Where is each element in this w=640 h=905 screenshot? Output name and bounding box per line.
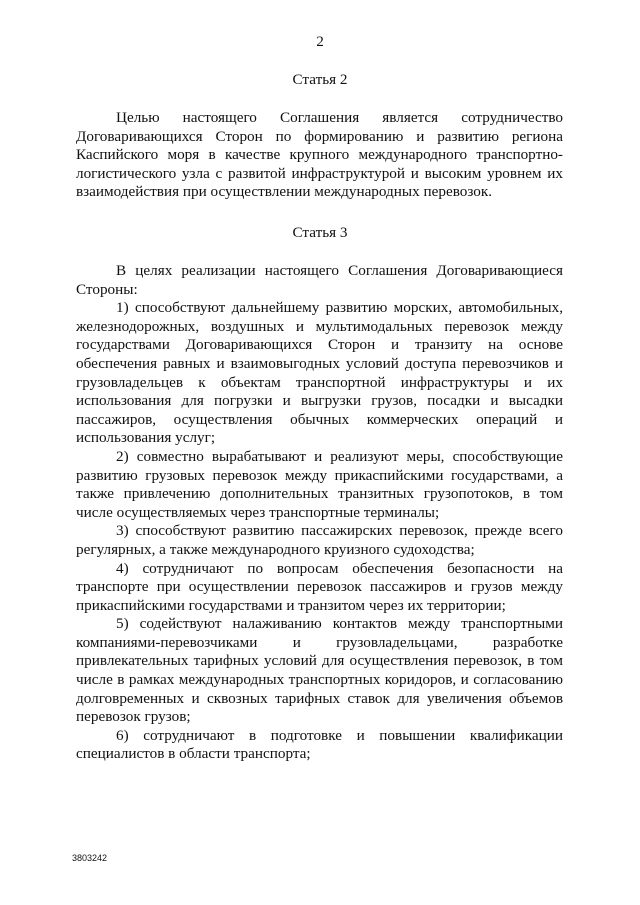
article-3-item-5: 5) содействуют налаживанию контактов между транспортными компаниями-перевозчиками и грузовладельцами, разработке привлекательных тарифных условий для осуществления перевозок, в том числе в рамках международных транспортных коридоров, и согласованию долговременных и сквозных тарифных ставок для увеличения объемов перевозок грузов; [76, 615, 563, 726]
article-3-item-1: 1) способствуют дальнейшему развитию морских, автомобильных, железнодорожных, воздушных и мультимодальных перевозок между государствами Договаривающихся Сторон и транзиту на основе обеспечения равных и взаимовыгодных условий доступа перевозчиков и грузовладельцев к объектам транспортной инфраструктуры и их использования для погрузки и выгрузки грузов, посадки и высадки пассажиров, осуществления обычных коммерческих операций и использования услуг; [76, 299, 563, 447]
article-3-item-4: 4) сотрудничают по вопросам обеспечения безопасности на транспорте при осуществлении перевозок пассажиров и грузов между прикаспийскими государствами и транзитом через их территории; [76, 559, 563, 614]
article-3-title: Статья 3 [292, 224, 348, 241]
article-3-item-2: 2) совместно вырабатывают и реализуют меры, способствующие развитию грузовых перевозок между прикаспийскими государствами, а также привлечению дополнительных транзитных грузопотоков, в том числе осуществляемых через транспортные терминалы; [76, 447, 563, 521]
document-code: 3803242 [72, 853, 108, 863]
page-number: 2 [316, 33, 324, 50]
article-3-body [76, 262, 563, 764]
article-2-title: Статья 2 [292, 71, 348, 88]
article-3-intro: В целях реализации настоящего Соглашения Договаривающиеся Стороны: [76, 262, 563, 298]
article-3-item-3: 3) способствуют развитию пассажирских перевозок, прежде всего регулярных, а также международного круизного судоходства; [76, 522, 563, 558]
article-3-item-6: 6) сотрудничают в подготовке и повышении квалификации специалистов в области транспорта; [76, 726, 563, 763]
article-2-body [76, 109, 563, 202]
article-2-paragraph: Целью настоящего Соглашения является сотрудничество Договаривающихся Сторон по формированию и развитию региона Каспийского моря в качестве крупного международного транспортно-логистического узла с развитой инфраструктурой и высоким уровнем их взаимодействия при осуществлении международных перевозок. [76, 109, 563, 201]
